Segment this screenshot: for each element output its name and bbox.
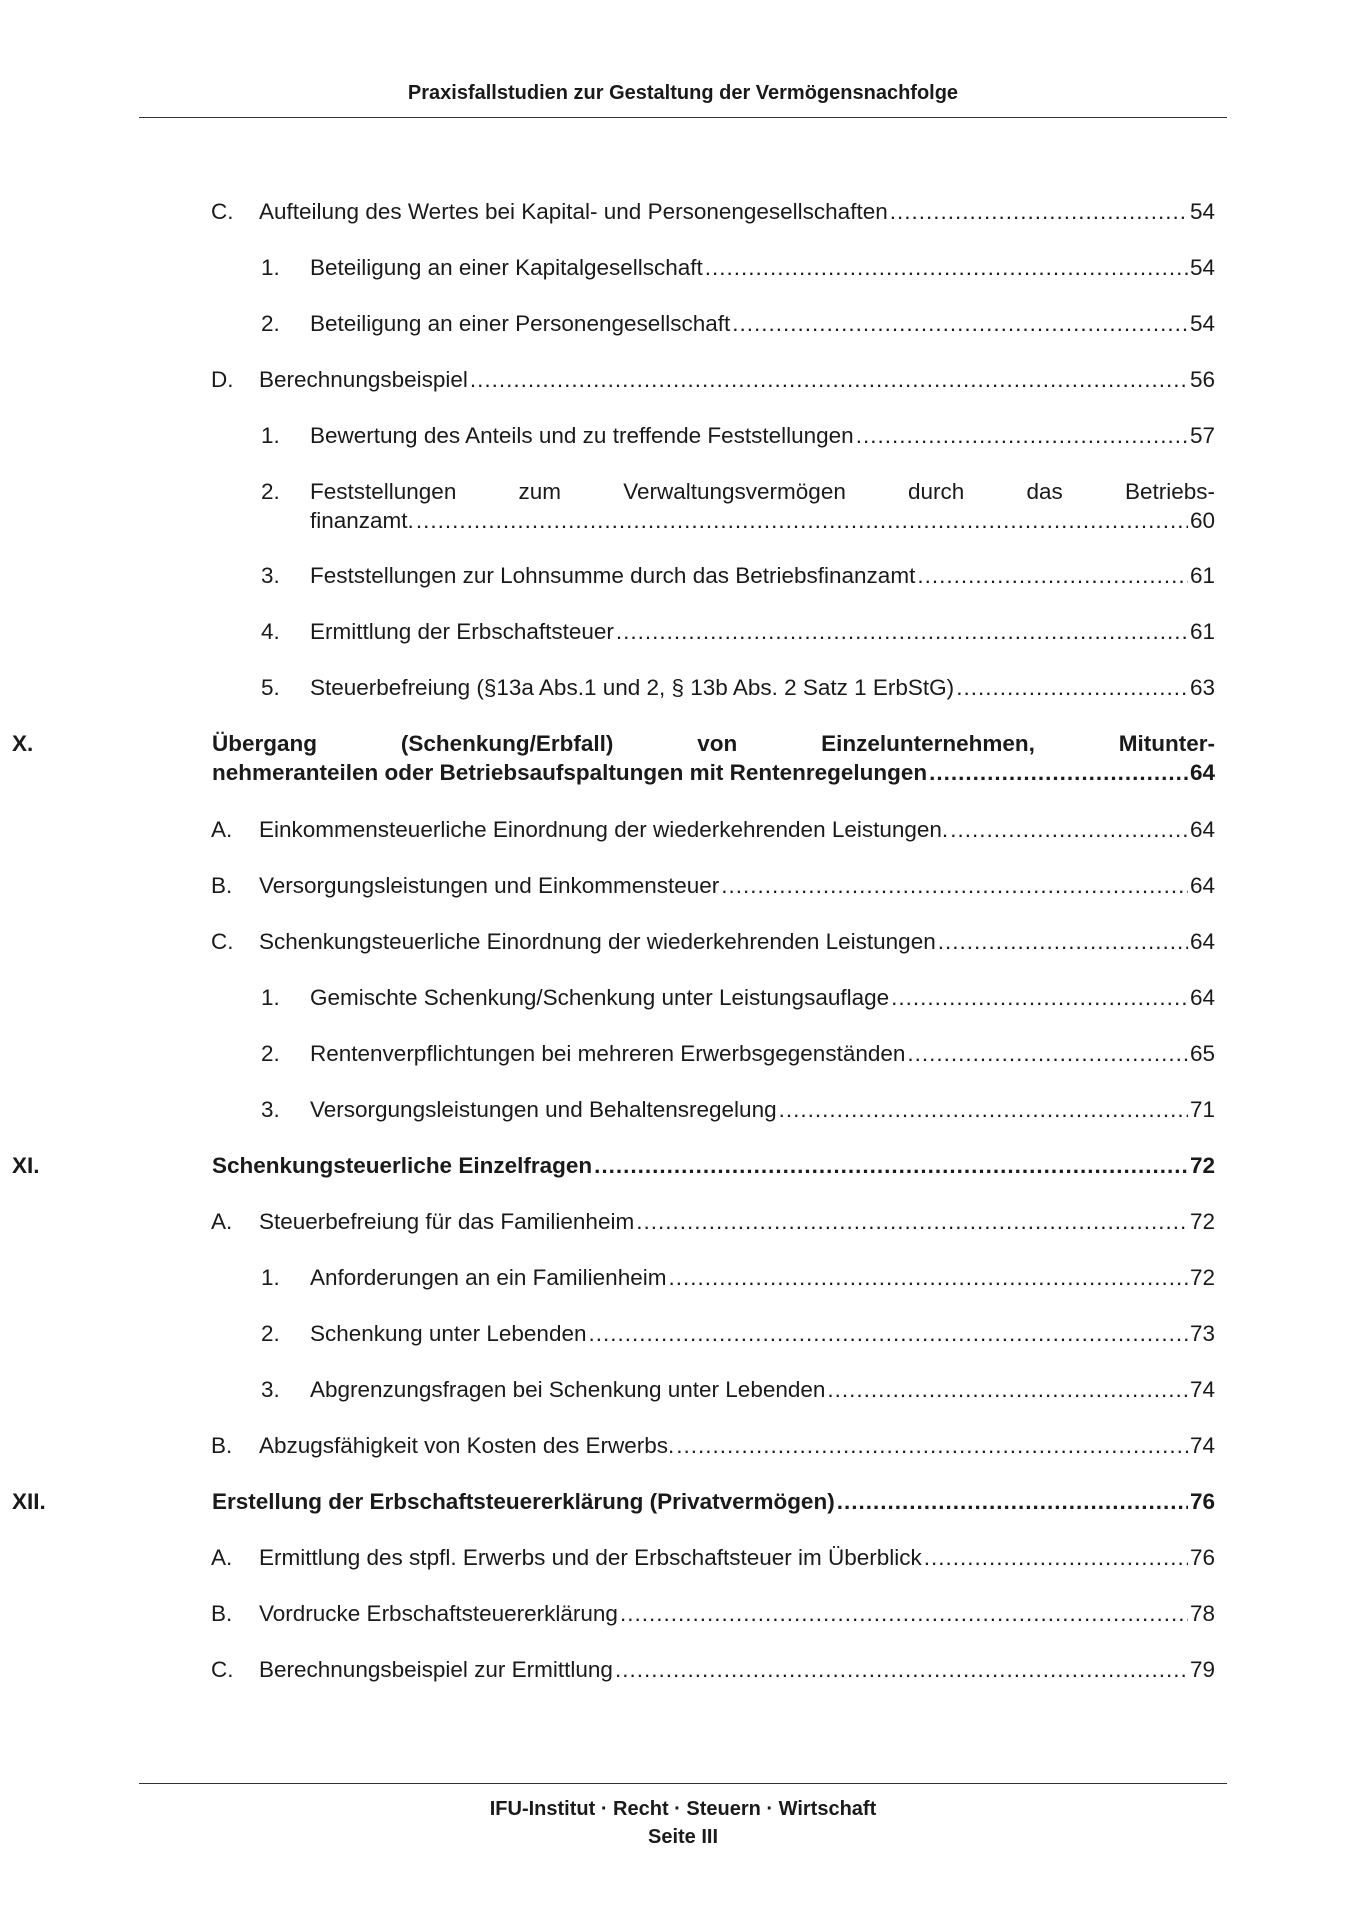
dot-leader — [837, 1487, 1188, 1516]
toc-entry-number: 2. — [261, 479, 280, 504]
toc-entry-label: Gemischte Schenkung/Schenkung unter Leistungsauflage — [310, 985, 890, 1010]
toc-entry-label: Vordrucke Erbschaftsteuererklärung — [259, 1601, 618, 1626]
toc-entry-label: Ermittlung der Erbschaftsteuer — [310, 619, 614, 644]
header-divider — [139, 117, 1227, 118]
dot-leader — [890, 197, 1188, 226]
toc-entry-page: 76 — [1189, 1489, 1215, 1514]
toc-entry[interactable] — [211, 871, 1215, 900]
toc-entry[interactable] — [261, 1095, 1215, 1124]
toc-entry[interactable] — [12, 729, 1215, 787]
toc-entry-number: 3. — [261, 1097, 280, 1122]
toc-entry-number: X. — [12, 731, 34, 756]
toc-entry-label: Abzugsfähigkeit von Kosten des Erwerbs. — [259, 1433, 675, 1458]
toc-entry[interactable] — [261, 477, 1215, 535]
dot-leader — [676, 1431, 1188, 1460]
dot-leader — [668, 1263, 1188, 1292]
footer-divider — [139, 1783, 1227, 1784]
footer-page-number: Seite III — [647, 1826, 719, 1848]
toc-entry[interactable] — [261, 617, 1215, 646]
toc-entry-number: XI. — [12, 1153, 40, 1178]
toc-entry-number: D. — [211, 367, 234, 392]
toc-entry-number: 1. — [261, 423, 280, 448]
toc-entry-label: Versorgungsleistungen und Behaltensregelung — [310, 1097, 777, 1122]
toc-entry-number: C. — [211, 929, 234, 954]
toc-entry-label: Anforderungen an ein Familienheim — [310, 1265, 667, 1290]
toc-entry-label: Schenkung unter Lebenden — [310, 1321, 587, 1346]
toc-entry-number: C. — [211, 1657, 234, 1682]
page-footer — [139, 1795, 1227, 1851]
toc-entry[interactable] — [211, 1431, 1215, 1460]
toc-entry-page: 54 — [1189, 199, 1215, 224]
toc-entry-label: Erstellung der Erbschaftsteuererklärung (Privatvermögen) — [212, 1489, 835, 1514]
toc-entry-number: 1. — [261, 255, 280, 280]
dot-leader — [636, 1207, 1188, 1236]
toc-entry[interactable] — [12, 1151, 1215, 1180]
toc-entry-label: finanzamt. — [310, 508, 414, 533]
toc-entry[interactable] — [261, 421, 1215, 450]
dot-leader — [929, 758, 1188, 787]
toc-entry-page: 64 — [1189, 985, 1215, 1010]
dot-leader — [938, 927, 1188, 956]
dot-leader — [594, 1151, 1188, 1180]
toc-entry-page: 64 — [1189, 817, 1215, 842]
toc-entry-page: 60 — [1189, 508, 1215, 533]
toc-entry-number: B. — [211, 1601, 233, 1626]
toc-entry-label: Beteiligung an einer Personengesellschaft — [310, 311, 731, 336]
toc-entry-page: 73 — [1189, 1321, 1215, 1346]
toc-entry-number: 3. — [261, 563, 280, 588]
toc-entry[interactable] — [261, 309, 1215, 338]
toc-entry-page: 72 — [1189, 1153, 1215, 1178]
toc-entry-page: 64 — [1189, 929, 1215, 954]
dot-leader — [827, 1375, 1188, 1404]
toc-entry-page: 72 — [1189, 1265, 1215, 1290]
toc-entry-label: Ermittlung des stpfl. Erwerbs und der Erbschaftsteuer im Überblick — [259, 1545, 922, 1570]
toc-entry-page: 65 — [1189, 1041, 1215, 1066]
dot-leader — [956, 673, 1188, 702]
toc-entry-label: Berechnungsbeispiel zur Ermittlung — [259, 1657, 613, 1682]
toc-entry[interactable] — [211, 365, 1215, 394]
dot-leader — [615, 1655, 1188, 1684]
toc-entry[interactable] — [211, 1207, 1215, 1236]
toc-entry-number: 4. — [261, 619, 280, 644]
toc-entry-page: 57 — [1189, 423, 1215, 448]
dot-leader — [732, 309, 1188, 338]
toc-entry[interactable] — [211, 197, 1215, 226]
toc-entry-number: 2. — [261, 1041, 280, 1066]
toc-entry[interactable] — [261, 1263, 1215, 1292]
toc-entry-label-line1: Feststellungen zum Verwaltungsvermögen durch das Betriebs- — [310, 479, 1215, 504]
toc-entry[interactable] — [261, 673, 1215, 702]
dot-leader — [416, 506, 1188, 535]
toc-entry-number: 1. — [261, 985, 280, 1010]
toc-entry-label-line1: Übergang (Schenkung/Erbfall) von Einzelunternehmen, Mitunter- — [212, 731, 1215, 756]
toc-entry-page: 74 — [1189, 1377, 1215, 1402]
toc-entry-number: A. — [211, 1545, 233, 1570]
toc-entry-page: 72 — [1189, 1209, 1215, 1234]
toc-entry-number: 1. — [261, 1265, 280, 1290]
toc-entry-label: Versorgungsleistungen und Einkommensteuer — [259, 873, 720, 898]
toc-entry-page: 54 — [1189, 311, 1215, 336]
toc-entry[interactable] — [261, 253, 1215, 282]
toc-entry-label: Schenkungsteuerliche Einzelfragen — [212, 1153, 593, 1178]
toc-entry[interactable] — [261, 983, 1215, 1012]
toc-entry-page: 64 — [1189, 873, 1215, 898]
toc-entry-label: Beteiligung an einer Kapitalgesellschaft — [310, 255, 703, 280]
toc-entry[interactable] — [211, 815, 1215, 844]
toc-entry[interactable] — [261, 1319, 1215, 1348]
toc-entry-page: 56 — [1189, 367, 1215, 392]
dot-leader — [620, 1599, 1188, 1628]
toc-entry-label: Schenkungsteuerliche Einordnung der wiederkehrenden Leistungen — [259, 929, 936, 954]
toc-entry-number: XII. — [12, 1489, 46, 1514]
toc-entry-label: Abgrenzungsfragen bei Schenkung unter Lebenden — [310, 1377, 826, 1402]
dot-leader — [588, 1319, 1187, 1348]
toc-entry[interactable] — [211, 1599, 1215, 1628]
toc-entry-page: 79 — [1189, 1657, 1215, 1682]
toc-entry-number: C. — [211, 199, 234, 224]
toc-entry[interactable] — [211, 1543, 1215, 1572]
toc-entry-number: 2. — [261, 311, 280, 336]
toc-entry[interactable] — [261, 1375, 1215, 1404]
toc-entry-number: A. — [211, 1209, 233, 1234]
toc-entry-page: 54 — [1189, 255, 1215, 280]
dot-leader — [856, 421, 1188, 450]
toc-entry-number: 2. — [261, 1321, 280, 1346]
toc-entry[interactable] — [261, 1039, 1215, 1068]
toc-entry-label: Bewertung des Anteils und zu treffende Feststellungen — [310, 423, 854, 448]
dot-leader — [907, 1039, 1188, 1068]
dot-leader — [721, 871, 1188, 900]
toc-entry-number: B. — [211, 1433, 233, 1458]
dot-leader — [616, 617, 1188, 646]
footer-publisher: IFU-Institut · Recht · Steuern · Wirtschaft — [489, 1798, 877, 1820]
toc-entry-number: 3. — [261, 1377, 280, 1402]
dot-leader — [891, 983, 1188, 1012]
dot-leader — [917, 561, 1188, 590]
toc-entry-label: Aufteilung des Wertes bei Kapital- und Personengesellschaften — [259, 199, 888, 224]
toc-entry-page: 78 — [1189, 1601, 1215, 1626]
toc-entry-label: Einkommensteuerliche Einordnung der wiederkehrenden Leistungen. — [259, 817, 949, 842]
toc-entry-page: 71 — [1189, 1097, 1215, 1122]
toc-entry[interactable] — [211, 1655, 1215, 1684]
toc-entry-label: Feststellungen zur Lohnsumme durch das Betriebsfinanzamt — [310, 563, 916, 588]
toc-entry-page: 76 — [1189, 1545, 1215, 1570]
toc-entry-label: Steuerbefreiung (§13a Abs.1 und 2, § 13b Abs. 2 Satz 1 ErbStG) — [310, 675, 955, 700]
toc-entry-page: 64 — [1189, 760, 1215, 785]
dot-leader — [470, 365, 1188, 394]
toc-entry-label: nehmeranteilen oder Betriebsaufspaltungen mit Rentenregelungen — [212, 760, 928, 785]
toc-entry-page: 74 — [1189, 1433, 1215, 1458]
toc-entry-page: 61 — [1189, 563, 1215, 588]
dot-leader — [950, 815, 1188, 844]
dot-leader — [705, 253, 1188, 282]
page-header-title: Praxisfallstudien zur Gestaltung der Vermögensnachfolge — [407, 82, 959, 104]
toc-entry[interactable] — [12, 1487, 1215, 1516]
toc-entry-label: Berechnungsbeispiel — [259, 367, 468, 392]
dot-leader — [779, 1095, 1188, 1124]
toc-entry-page: 63 — [1189, 675, 1215, 700]
toc-entry-number: A. — [211, 817, 233, 842]
toc-entry-label: Steuerbefreiung für das Familienheim — [259, 1209, 635, 1234]
toc-entry-number: 5. — [261, 675, 280, 700]
toc-entry-page: 61 — [1189, 619, 1215, 644]
toc-entry[interactable] — [261, 561, 1215, 590]
dot-leader — [924, 1543, 1188, 1572]
toc-entry-number: B. — [211, 873, 233, 898]
toc-entry-label: Rentenverpflichtungen bei mehreren Erwerbsgegenständen — [310, 1041, 906, 1066]
toc-entry[interactable] — [211, 927, 1215, 956]
